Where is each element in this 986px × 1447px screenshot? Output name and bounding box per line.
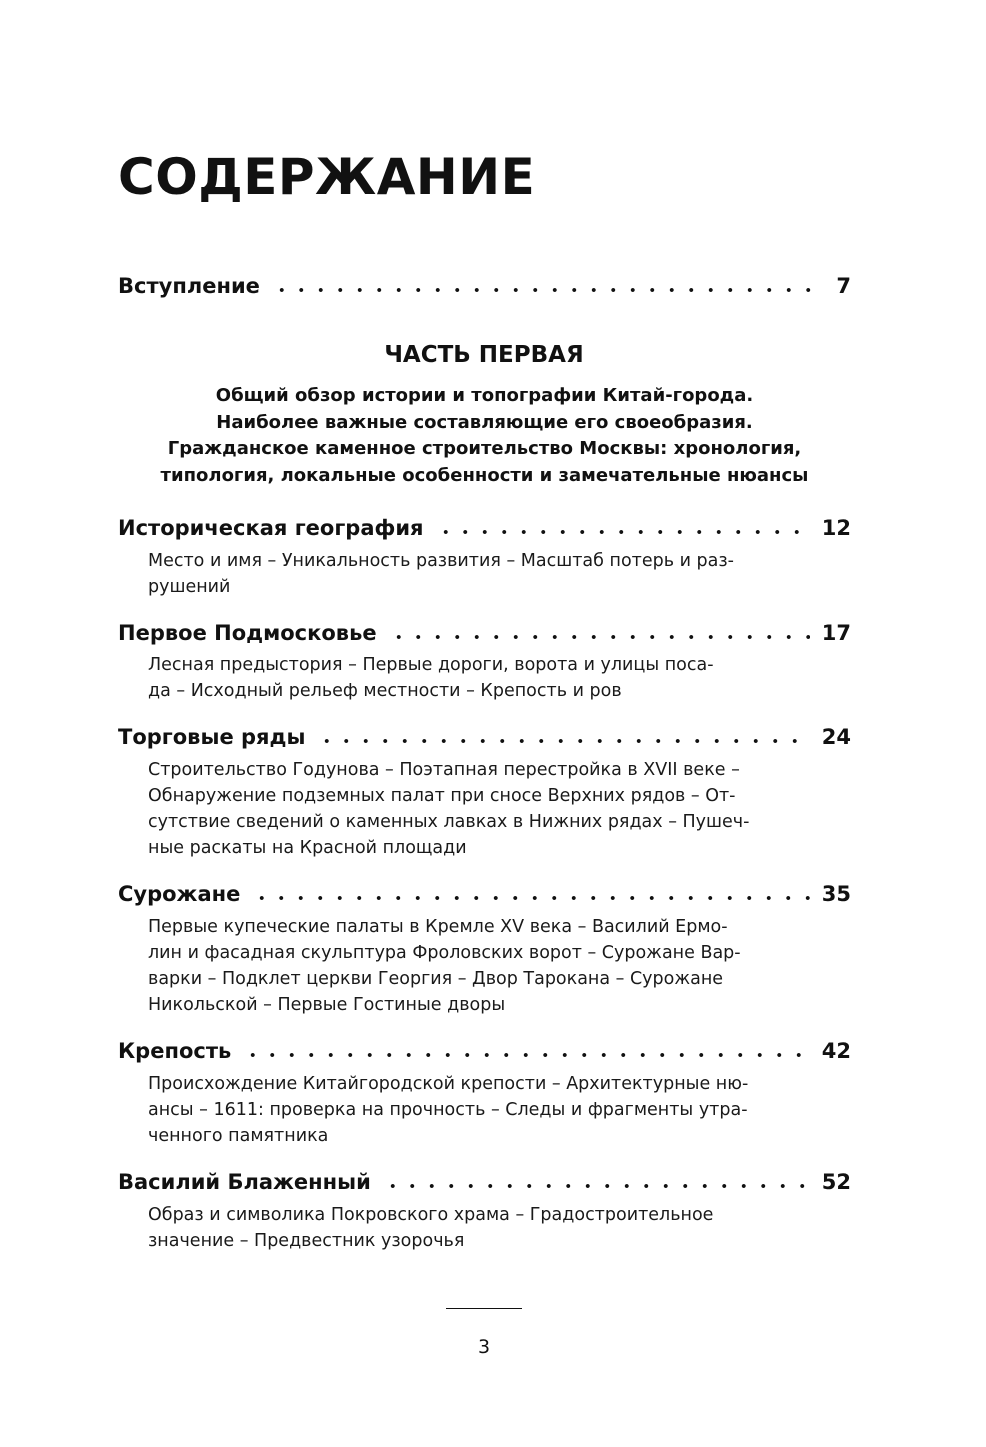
description-line: Место и имя – Уникальность развития – Масштаб потерь и раз- <box>148 551 734 571</box>
description-line: Строительство Годунова – Поэтапная перестройка в XVII веке – <box>148 760 740 780</box>
toc-entry-chapter[interactable] <box>118 618 851 648</box>
toc-entry-page: 17 <box>821 621 851 645</box>
description-line: Происхождение Китайгородской крепости – Архитектурные ню- <box>148 1074 749 1094</box>
chapter-description <box>148 914 788 1018</box>
description-line: варки – Подклет церкви Георгия – Двор Тарокана – Сурожане <box>148 969 724 989</box>
toc-entry-title: Первое Подмосковье <box>118 621 377 645</box>
toc-entry-intro[interactable] <box>118 271 851 301</box>
toc-entry-page: 42 <box>821 1039 851 1063</box>
chapter-description <box>148 1071 788 1149</box>
toc-entry-page: 7 <box>836 274 851 298</box>
toc-entry-title: Василий Блаженный <box>118 1170 371 1194</box>
toc-entry-title: Сурожане <box>118 882 241 906</box>
part-title: ЧАСТЬ ПЕРВАЯ <box>384 342 584 368</box>
toc-entry-title: Вступление <box>118 274 260 298</box>
toc-entry-chapter[interactable] <box>118 722 851 752</box>
part-subtitle-line: Наиболее важные составляющие его своеобразия. <box>216 411 753 433</box>
toc-entry-chapter[interactable] <box>118 1167 851 1197</box>
toc-entry-chapter[interactable] <box>118 879 851 909</box>
toc-entry-chapter[interactable] <box>118 513 851 543</box>
description-line: Лесная предыстория – Первые дороги, ворота и улицы поса- <box>148 655 714 675</box>
description-line: Обнаружение подземных палат при сносе Верхних рядов – От- <box>148 786 736 806</box>
description-line: ченного памятника <box>148 1126 329 1146</box>
part-subtitle-line: Гражданское каменное строительство Москвы: хронология, <box>167 438 802 459</box>
dot-leader <box>272 285 824 295</box>
description-line: сутствие сведений о каменных лавках в Нижних рядах – Пушеч- <box>148 812 750 832</box>
description-line: Образ и символика Покровского храма – Градостроительное <box>148 1205 714 1225</box>
chapter-description <box>148 757 788 861</box>
dot-leader <box>317 736 809 746</box>
part-subtitle <box>118 383 851 489</box>
footer-rule <box>446 1308 522 1309</box>
description-line: рушений <box>148 577 231 597</box>
description-line: Никольской – Первые Гостиные дворы <box>148 995 506 1015</box>
toc-entry-title: Торговые ряды <box>118 725 306 749</box>
toc-entry-page: 24 <box>821 725 851 749</box>
toc-entry-page: 52 <box>821 1170 851 1194</box>
description-line: лин и фасадная скульптура Фроловских ворот – Сурожане Вар- <box>148 943 741 963</box>
description-line: да – Исходный рельеф местности – Крепость и ров <box>148 681 622 701</box>
part-subtitle-line: Общий обзор истории и топографии Китай-города. <box>215 385 754 406</box>
dot-leader <box>252 893 809 903</box>
toc-entry-title: Крепость <box>118 1039 232 1063</box>
chapter-description <box>148 1202 788 1254</box>
toc-entry-chapter[interactable] <box>118 1036 851 1066</box>
toc-entry-page: 12 <box>821 516 851 540</box>
description-line: ансы – 1611: проверка на прочность – Следы и фрагменты утра- <box>148 1100 748 1120</box>
toc-entry-page: 35 <box>821 882 851 906</box>
toc-entry-title: Историческая география <box>118 516 424 540</box>
dot-leader <box>436 527 810 537</box>
page-number: 3 <box>477 1336 491 1358</box>
page-title: СОДЕРЖАНИЕ <box>118 148 536 206</box>
part-subtitle-line: типология, локальные особенности и замечательные нюансы <box>160 464 809 486</box>
description-line: Первые купеческие палаты в Кремле XV века – Василий Ермо- <box>148 917 728 937</box>
description-line: ные раскаты на Красной площади <box>148 838 467 858</box>
description-line: значение – Предвестник узорочья <box>148 1231 465 1251</box>
chapter-description <box>148 548 788 600</box>
dot-leader <box>243 1050 809 1060</box>
dot-leader <box>383 1181 810 1191</box>
dot-leader <box>389 632 810 642</box>
chapter-description <box>148 652 788 704</box>
